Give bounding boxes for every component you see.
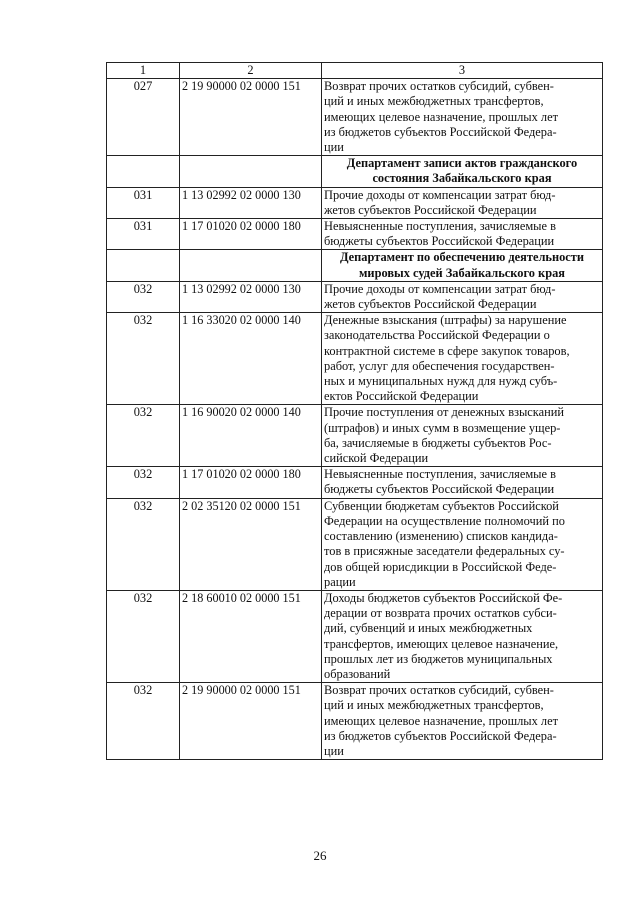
column-number-row	[107, 63, 603, 79]
description-line: имеющих целевое назначение, прошлых лет	[324, 713, 559, 728]
revenue-description	[322, 281, 603, 312]
administrator-code: 032	[107, 590, 180, 682]
description-line: ций и иных межбюджетных трансфертов,	[324, 94, 544, 109]
description-line: образований	[324, 666, 391, 681]
revenue-description	[322, 590, 603, 682]
table-row	[107, 187, 603, 218]
empty-cell	[180, 250, 322, 281]
description-line: из бюджетов субъектов Российской Федера-	[324, 124, 557, 139]
description-line: тов в присяжные заседатели федеральных су-	[324, 544, 565, 559]
empty-cell	[180, 156, 322, 187]
administrator-code: 032	[107, 405, 180, 467]
description-line: Прочие доходы от компенсации затрат бюд-	[324, 281, 556, 296]
table-row	[107, 683, 603, 760]
table-row	[107, 590, 603, 682]
table-row	[107, 467, 603, 498]
description-line: Невыясненные поступления, зачисляемые в	[324, 467, 556, 482]
revenue-description	[322, 219, 603, 250]
table-row	[107, 313, 603, 405]
description-line: жетов субъектов Российской Федерации	[324, 297, 537, 312]
administrator-code: 027	[107, 79, 180, 156]
description-line: работ, услуг для обеспечения государствен-	[324, 358, 555, 373]
table-row	[107, 281, 603, 312]
revenue-description	[322, 405, 603, 467]
budget-classification-code: 1 17 01020 02 0000 180	[180, 467, 322, 498]
column-number-2: 2	[180, 63, 322, 79]
description-line: Денежные взыскания (штрафы) за нарушение	[324, 313, 567, 328]
administrator-code: 032	[107, 467, 180, 498]
description-line: Субвенции бюджетам субъектов Российской	[324, 498, 559, 513]
description-line: сийской Федерации	[324, 451, 429, 466]
description-line: ций и иных межбюджетных трансфертов,	[324, 698, 544, 713]
revenue-description	[322, 313, 603, 405]
description-line: имеющих целевое назначение, прошлых лет	[324, 109, 559, 124]
description-line: Возврат прочих остатков субсидий, субвен-	[324, 79, 554, 94]
administrator-code: 031	[107, 187, 180, 218]
description-line: Прочие поступления от денежных взысканий	[324, 405, 565, 420]
administrator-code: 032	[107, 313, 180, 405]
description-line: Департамент записи актов гражданского	[346, 156, 578, 171]
description-line: ции	[324, 743, 344, 758]
table-body	[107, 79, 603, 760]
budget-classification-code: 2 18 60010 02 0000 151	[180, 590, 322, 682]
administrator-code: 032	[107, 683, 180, 760]
budget-classification-code: 1 13 02992 02 0000 130	[180, 187, 322, 218]
department-heading-row	[107, 156, 603, 187]
description-line: состояния Забайкальского края	[372, 171, 552, 186]
description-line: ектов Российской Федерации	[324, 389, 479, 404]
budget-classification-code: 2 19 90000 02 0000 151	[180, 79, 322, 156]
administrator-code: 032	[107, 281, 180, 312]
description-line: жетов субъектов Российской Федерации	[324, 202, 537, 217]
description-line: Департамент по обеспечению деятельности	[339, 250, 585, 265]
empty-cell	[107, 250, 180, 281]
description-line: дерации от возврата прочих остатков субси-	[324, 606, 557, 621]
department-name	[322, 156, 603, 187]
description-line: трансфертов, имеющих целевое назначение,	[324, 636, 559, 651]
description-line: из бюджетов субъектов Российской Федера-	[324, 728, 557, 743]
revenue-description	[322, 498, 603, 590]
description-line: Невыясненные поступления, зачисляемые в	[324, 219, 556, 234]
description-line: (штрафов) и иных сумм в возмещение ущер-	[324, 420, 561, 435]
description-line: ных и муниципальных нужд для нужд субъ-	[324, 374, 558, 389]
table-row	[107, 79, 603, 156]
budget-classification-code: 1 17 01020 02 0000 180	[180, 219, 322, 250]
revenue-description	[322, 683, 603, 760]
description-line: ции	[324, 140, 344, 155]
description-line: контрактной системе в сфере закупок товаров,	[324, 343, 570, 358]
description-line: Возврат прочих остатков субсидий, субвен-	[324, 683, 554, 698]
budget-classification-code: 2 02 35120 02 0000 151	[180, 498, 322, 590]
budget-classification-code: 2 19 90000 02 0000 151	[180, 683, 322, 760]
department-name	[322, 250, 603, 281]
budget-classification-code: 1 16 33020 02 0000 140	[180, 313, 322, 405]
budget-classification-code: 1 13 02992 02 0000 130	[180, 281, 322, 312]
description-line: Федерации на осуществление полномочий по	[324, 513, 565, 528]
description-line: рации	[324, 574, 356, 589]
budget-classification-code: 1 16 90020 02 0000 140	[180, 405, 322, 467]
description-line: бюджеты субъектов Российской Федерации	[324, 482, 555, 497]
administrator-code: 032	[107, 498, 180, 590]
table-row	[107, 405, 603, 467]
column-number-1: 1	[107, 63, 180, 79]
revenue-description	[322, 187, 603, 218]
description-line: дий, субвенций и иных межбюджетных	[324, 621, 533, 636]
table-row	[107, 498, 603, 590]
department-heading-row	[107, 250, 603, 281]
administrator-code: 031	[107, 219, 180, 250]
description-line: Доходы бюджетов субъектов Российской Фе-	[324, 590, 563, 605]
description-line: мировых судей Забайкальского края	[358, 265, 565, 280]
empty-cell	[107, 156, 180, 187]
description-line: дов общей юрисдикции в Российской Феде-	[324, 559, 557, 574]
description-line: составлению (изменению) списков кандида-	[324, 529, 558, 544]
revenue-codes-table	[106, 62, 603, 760]
table-row	[107, 219, 603, 250]
column-number-3: 3	[322, 63, 603, 79]
description-line: законодательства Российской Федерации о	[324, 328, 550, 343]
description-line: бюджеты субъектов Российской Федерации	[324, 234, 555, 249]
page-number: 26	[313, 848, 327, 863]
table-header	[107, 63, 603, 79]
revenue-description	[322, 467, 603, 498]
description-line: ба, зачисляемые в бюджеты субъектов Рос-	[324, 435, 552, 450]
description-line: прошлых лет из бюджетов муниципальных	[324, 651, 553, 666]
description-line: Прочие доходы от компенсации затрат бюд-	[324, 187, 556, 202]
revenue-description	[322, 79, 603, 156]
